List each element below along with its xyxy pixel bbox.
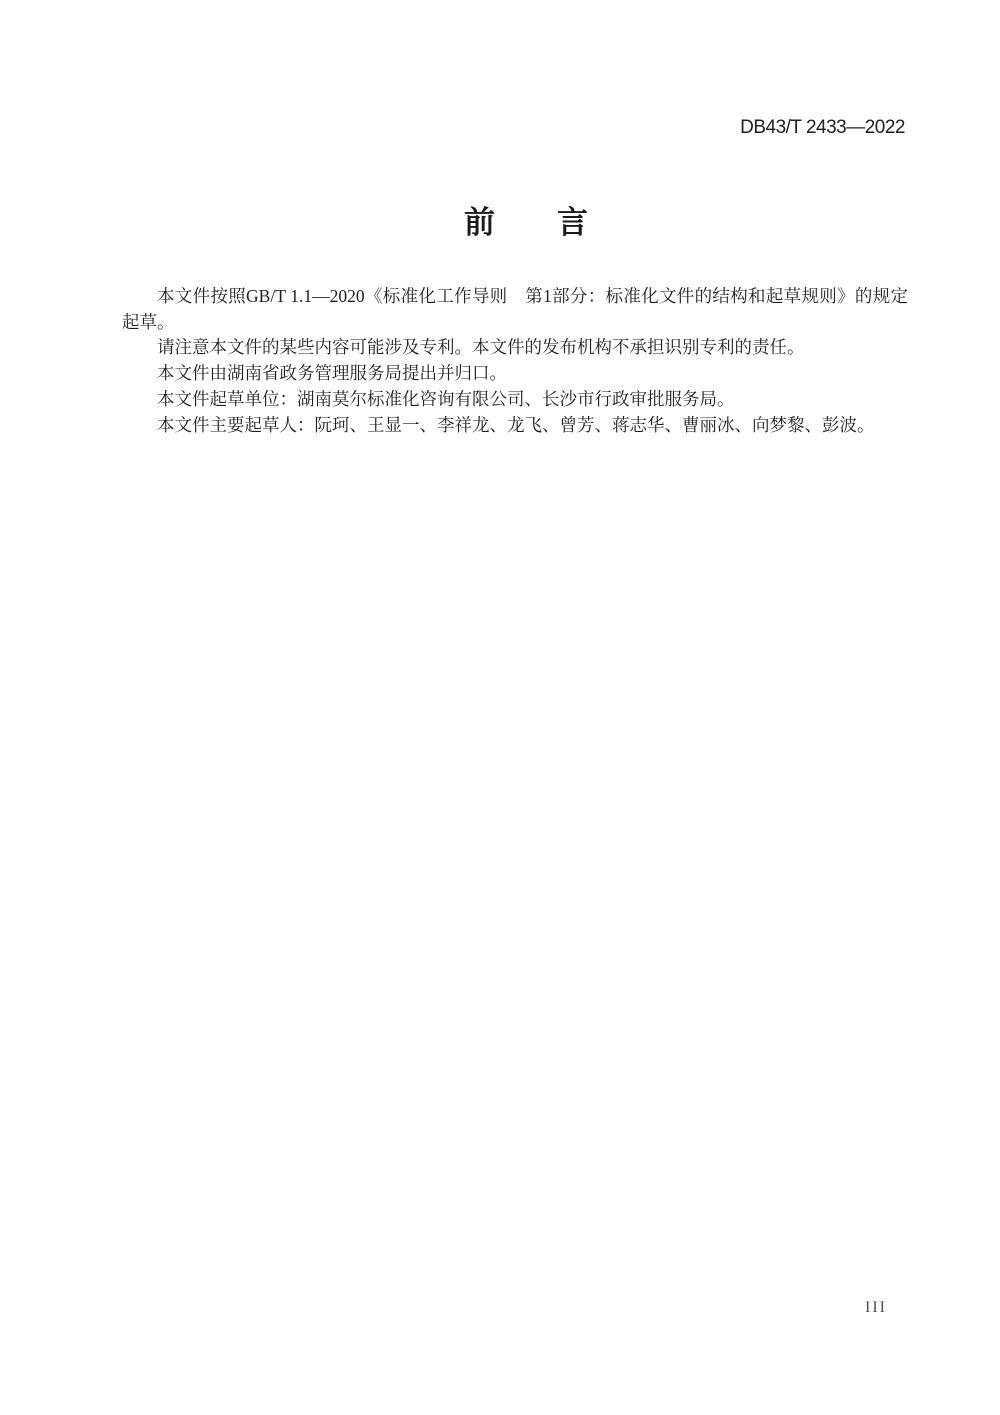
foreword-paragraph: 请注意本文件的某些内容可能涉及专利。本文件的发布机构不承担识别专利的责任。 (157, 337, 805, 358)
foreword-body (122, 284, 908, 438)
page-title: 前 言 (464, 205, 588, 240)
foreword-paragraph: 本文件主要起草人：阮珂、王显一、李祥龙、龙飞、曾芳、蒋志华、曹丽冰、向梦黎、彭波。 (157, 414, 875, 435)
foreword-paragraph: 本文件由湖南省政务管理服务局提出并归口。 (157, 363, 507, 384)
foreword-paragraph: 本文件按照GB/T 1.1—2020《标准化工作导则 第1部分：标准化文件的结构和起草规则》的规定起草。 (122, 286, 908, 332)
page-number: III (865, 1299, 887, 1316)
foreword-paragraph: 本文件起草单位：湖南莫尔标准化咨询有限公司、长沙市行政审批服务局。 (157, 388, 735, 409)
document-code: DB43/T 2433—2022 (740, 117, 905, 138)
